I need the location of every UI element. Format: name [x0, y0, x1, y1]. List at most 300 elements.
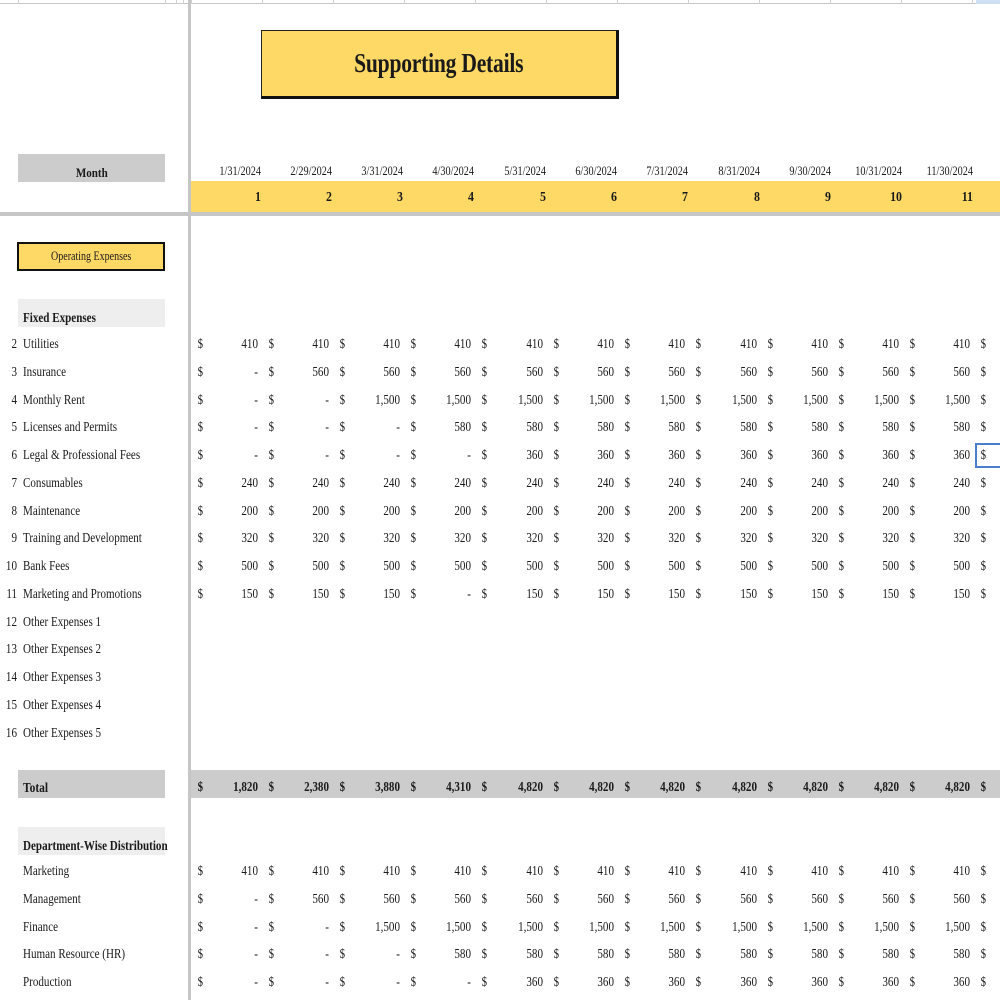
value-cell[interactable]: 240 — [454, 474, 471, 490]
expense-label[interactable]: Utilities — [23, 336, 59, 351]
value-cell[interactable]: 560 — [953, 363, 970, 379]
value-cell[interactable]: - — [254, 447, 258, 462]
currency-symbol: $ — [268, 779, 275, 794]
value-cell[interactable]: 4,820 — [660, 779, 685, 794]
currency-symbol: $ — [481, 447, 488, 462]
value-cell[interactable]: 1,500 — [518, 918, 543, 934]
value-cell[interactable]: 320 — [953, 530, 970, 546]
value-cell[interactable]: 4,820 — [732, 779, 757, 794]
currency-symbol: $ — [481, 558, 488, 573]
currency-symbol: $ — [767, 391, 774, 407]
value-cell[interactable]: 360 — [526, 974, 543, 989]
value-cell[interactable]: 500 — [597, 558, 614, 573]
value-cell[interactable]: 580 — [811, 946, 828, 962]
value-cell[interactable]: 320 — [454, 530, 471, 546]
currency-symbol: $ — [410, 558, 417, 573]
value-cell[interactable]: 500 — [953, 558, 970, 573]
row-number: 8 — [11, 502, 17, 518]
row-number: 4 — [11, 391, 17, 407]
value-cell[interactable]: 2,380 — [304, 779, 329, 794]
currency-symbol: $ — [909, 974, 916, 989]
value-cell[interactable]: 580 — [668, 946, 685, 962]
value-cell[interactable]: - — [325, 918, 329, 934]
value-cell[interactable]: 410 — [597, 863, 614, 878]
value-cell[interactable]: 240 — [811, 474, 828, 490]
value-cell[interactable]: 200 — [597, 502, 614, 518]
value-cell[interactable]: 1,500 — [732, 391, 757, 407]
value-cell[interactable]: 360 — [668, 447, 685, 462]
expense-label[interactable]: Insurance — [23, 363, 67, 379]
value-cell[interactable]: 320 — [882, 530, 899, 546]
expense-label[interactable]: Other Expenses 5 — [23, 724, 102, 740]
value-cell[interactable]: 320 — [312, 530, 329, 546]
currency-symbol: $ — [624, 530, 631, 546]
frozen-pane-divider-horizontal — [0, 212, 1000, 216]
row-number: 13 — [5, 641, 17, 657]
value-cell[interactable]: 360 — [740, 974, 757, 989]
value-cell[interactable]: 1,820 — [233, 779, 258, 794]
value-cell[interactable]: 410 — [241, 336, 258, 351]
period-date[interactable]: 7/31/2024 — [646, 164, 688, 178]
expense-label[interactable]: Other Expenses 2 — [23, 641, 102, 657]
period-date[interactable]: 1/31/2024 — [219, 164, 261, 178]
value-cell[interactable]: 1,500 — [660, 391, 685, 407]
value-cell[interactable]: 360 — [526, 447, 543, 462]
period-date[interactable]: 4/30/2024 — [432, 164, 474, 178]
value-cell[interactable]: 1,500 — [732, 918, 757, 934]
value-cell[interactable]: 1,500 — [874, 918, 899, 934]
value-cell[interactable]: 200 — [241, 502, 258, 518]
value-cell[interactable]: - — [325, 447, 329, 462]
value-cell[interactable]: 560 — [597, 363, 614, 379]
value-cell[interactable]: - — [467, 585, 471, 601]
currency-symbol: $ — [410, 502, 417, 518]
value-cell[interactable]: 360 — [597, 447, 614, 462]
currency-symbol: $ — [553, 474, 560, 490]
value-cell[interactable]: 360 — [953, 447, 970, 462]
value-cell[interactable]: 4,820 — [945, 779, 970, 794]
value-cell[interactable]: 240 — [668, 474, 685, 490]
value-cell[interactable]: - — [396, 419, 400, 435]
row-number: 9 — [11, 530, 17, 546]
value-cell[interactable]: - — [396, 447, 400, 462]
value-cell[interactable]: 410 — [882, 336, 899, 351]
value-cell[interactable]: 240 — [597, 474, 614, 490]
value-cell[interactable]: 560 — [597, 890, 614, 906]
period-index[interactable]: 9 — [825, 190, 831, 205]
expense-label[interactable]: Other Expenses 1 — [23, 613, 102, 629]
value-cell[interactable]: 360 — [811, 974, 828, 989]
value-cell[interactable]: 240 — [312, 474, 329, 490]
month-label-cell[interactable] — [18, 154, 165, 182]
value-cell[interactable]: 4,820 — [518, 779, 543, 794]
currency-symbol: $ — [624, 336, 631, 351]
currency-symbol: $ — [481, 391, 488, 407]
currency-symbol: $ — [980, 585, 987, 601]
value-cell[interactable]: 410 — [241, 863, 258, 878]
department-label[interactable]: Marketing — [23, 863, 70, 878]
value-cell[interactable]: - — [396, 946, 400, 962]
value-cell[interactable]: 1,500 — [589, 918, 614, 934]
period-date[interactable]: 9/30/2024 — [789, 164, 831, 178]
period-date[interactable]: 11/30/2024 — [926, 164, 973, 178]
currency-symbol: $ — [410, 890, 417, 906]
value-cell[interactable]: 410 — [454, 863, 471, 878]
currency-symbol: $ — [268, 974, 275, 989]
expense-label[interactable]: Maintenance — [23, 502, 81, 518]
value-cell[interactable]: 410 — [383, 336, 400, 351]
value-cell[interactable]: 580 — [526, 946, 543, 962]
currency-symbol: $ — [838, 419, 845, 435]
value-cell[interactable]: 1,500 — [589, 391, 614, 407]
column-gridline — [18, 0, 19, 4]
value-cell[interactable]: 1,500 — [375, 918, 400, 934]
period-index[interactable]: 5 — [540, 190, 546, 205]
value-cell[interactable]: - — [254, 363, 258, 379]
value-cell[interactable]: 240 — [882, 474, 899, 490]
currency-symbol: $ — [197, 336, 204, 351]
currency-symbol: $ — [268, 918, 275, 934]
currency-symbol: $ — [553, 946, 560, 962]
value-cell[interactable]: 410 — [312, 863, 329, 878]
period-index[interactable]: 4 — [468, 190, 474, 205]
currency-symbol: $ — [909, 502, 916, 518]
currency-symbol: $ — [980, 474, 987, 490]
value-cell[interactable]: 560 — [668, 890, 685, 906]
value-cell[interactable]: 410 — [454, 336, 471, 351]
value-cell[interactable]: 410 — [882, 863, 899, 878]
expense-label[interactable]: Training and Development — [23, 530, 142, 546]
value-cell[interactable]: 320 — [383, 530, 400, 546]
selected-column-header[interactable] — [976, 0, 1000, 4]
currency-symbol: $ — [268, 502, 275, 518]
expense-label[interactable]: Consumables — [23, 474, 83, 490]
value-cell[interactable]: 360 — [740, 447, 757, 462]
value-cell[interactable]: 560 — [882, 890, 899, 906]
currency-symbol: $ — [339, 502, 346, 518]
value-cell[interactable]: 150 — [526, 585, 543, 601]
currency-symbol: $ — [909, 863, 916, 878]
value-cell[interactable]: 1,500 — [874, 391, 899, 407]
value-cell[interactable]: 560 — [312, 363, 329, 379]
fixed-expenses-heading[interactable] — [18, 299, 165, 327]
value-cell[interactable]: 150 — [740, 585, 757, 601]
currency-symbol: $ — [980, 363, 987, 379]
column-gridline — [262, 0, 263, 4]
value-cell[interactable]: 410 — [953, 863, 970, 878]
value-cell[interactable]: 360 — [668, 974, 685, 989]
value-cell[interactable]: 500 — [454, 558, 471, 573]
currency-symbol: $ — [838, 530, 845, 546]
value-cell[interactable]: 360 — [882, 974, 899, 989]
value-cell[interactable]: - — [325, 946, 329, 962]
value-cell[interactable]: - — [254, 391, 258, 407]
value-cell[interactable]: 580 — [454, 419, 471, 435]
period-index[interactable]: 8 — [754, 190, 760, 205]
currency-symbol: $ — [624, 974, 631, 989]
period-date[interactable]: 10/31/2024 — [855, 164, 902, 178]
value-cell[interactable]: 580 — [882, 946, 899, 962]
currency-symbol: $ — [553, 391, 560, 407]
value-cell[interactable]: 320 — [740, 530, 757, 546]
value-cell[interactable]: 1,500 — [660, 918, 685, 934]
currency-symbol: $ — [838, 474, 845, 490]
currency-symbol: $ — [838, 585, 845, 601]
value-cell[interactable]: 560 — [312, 890, 329, 906]
value-cell[interactable]: 560 — [811, 363, 828, 379]
value-cell[interactable]: - — [254, 918, 258, 934]
value-cell[interactable]: - — [325, 391, 329, 407]
expense-label[interactable]: Marketing and Promotions — [23, 585, 142, 601]
value-cell[interactable]: 200 — [882, 502, 899, 518]
column-gridline — [475, 0, 476, 4]
value-cell[interactable]: 360 — [811, 447, 828, 462]
value-cell[interactable]: 410 — [526, 863, 543, 878]
value-cell[interactable]: 560 — [953, 890, 970, 906]
value-cell[interactable]: 580 — [597, 419, 614, 435]
currency-symbol: $ — [980, 558, 987, 573]
currency-symbol: $ — [767, 946, 774, 962]
value-cell[interactable]: 1,500 — [518, 391, 543, 407]
value-cell[interactable]: 320 — [668, 530, 685, 546]
value-cell[interactable]: 200 — [668, 502, 685, 518]
value-cell[interactable]: 240 — [740, 474, 757, 490]
value-cell[interactable]: 500 — [526, 558, 543, 573]
period-date[interactable]: 5/31/2024 — [504, 164, 546, 178]
currency-symbol: $ — [695, 974, 702, 989]
value-cell[interactable]: 560 — [740, 363, 757, 379]
currency-symbol: $ — [624, 474, 631, 490]
value-cell[interactable]: 410 — [597, 336, 614, 351]
value-cell[interactable]: 240 — [526, 474, 543, 490]
expense-label[interactable]: Other Expenses 3 — [23, 669, 102, 684]
value-cell[interactable]: 200 — [953, 502, 970, 518]
value-cell[interactable]: - — [467, 447, 471, 462]
value-cell[interactable]: 1,500 — [803, 918, 828, 934]
value-cell[interactable]: 560 — [383, 890, 400, 906]
currency-symbol: $ — [410, 391, 417, 407]
currency-symbol: $ — [838, 363, 845, 379]
value-cell[interactable]: - — [254, 890, 258, 906]
currency-symbol: $ — [980, 974, 987, 989]
value-cell[interactable]: 500 — [312, 558, 329, 573]
currency-symbol: $ — [268, 447, 275, 462]
currency-symbol: $ — [980, 336, 987, 351]
value-cell[interactable]: 200 — [454, 502, 471, 518]
currency-symbol: $ — [339, 363, 346, 379]
department-label[interactable]: Finance — [23, 918, 59, 934]
value-cell[interactable]: 1,500 — [375, 391, 400, 407]
value-cell[interactable]: 580 — [882, 419, 899, 435]
currency-symbol: $ — [339, 779, 346, 794]
value-cell[interactable]: 500 — [668, 558, 685, 573]
period-index[interactable]: 2 — [326, 190, 332, 205]
value-cell[interactable]: 410 — [811, 336, 828, 351]
department-label[interactable]: Management — [23, 890, 81, 906]
value-cell[interactable]: 150 — [882, 585, 899, 601]
value-cell[interactable]: 150 — [953, 585, 970, 601]
currency-symbol: $ — [980, 779, 987, 794]
value-cell[interactable]: 580 — [953, 946, 970, 962]
period-index[interactable]: 11 — [961, 190, 973, 205]
value-cell[interactable]: 500 — [882, 558, 899, 573]
value-cell[interactable]: 1,500 — [446, 391, 471, 407]
row-number: 3 — [11, 363, 17, 379]
currency-symbol: $ — [767, 974, 774, 989]
value-cell[interactable]: 360 — [953, 974, 970, 989]
currency-symbol: $ — [695, 558, 702, 573]
period-index[interactable]: 7 — [682, 190, 688, 205]
value-cell[interactable]: 560 — [882, 363, 899, 379]
expense-label[interactable]: Bank Fees — [23, 558, 70, 573]
value-cell[interactable]: 560 — [668, 363, 685, 379]
currency-symbol: $ — [624, 502, 631, 518]
value-cell[interactable]: 410 — [383, 863, 400, 878]
value-cell[interactable]: 150 — [811, 585, 828, 601]
value-cell[interactable]: 240 — [241, 474, 258, 490]
value-cell[interactable]: 580 — [454, 946, 471, 962]
period-date[interactable]: 6/30/2024 — [575, 164, 617, 178]
value-cell[interactable]: 150 — [597, 585, 614, 601]
value-cell[interactable]: 1,500 — [803, 391, 828, 407]
expense-label[interactable]: Other Expenses 4 — [23, 696, 102, 712]
value-cell[interactable]: 580 — [668, 419, 685, 435]
currency-symbol: $ — [197, 918, 204, 934]
currency-symbol: $ — [624, 946, 631, 962]
currency-symbol: $ — [838, 391, 845, 407]
value-cell[interactable]: 560 — [740, 890, 757, 906]
currency-symbol: $ — [838, 502, 845, 518]
value-cell[interactable]: 580 — [526, 419, 543, 435]
expense-label[interactable]: Legal & Professional Fees — [23, 447, 141, 462]
value-cell[interactable]: - — [467, 974, 471, 989]
value-cell[interactable]: 150 — [312, 585, 329, 601]
value-cell[interactable]: 560 — [526, 890, 543, 906]
currency-symbol: $ — [339, 391, 346, 407]
currency-symbol: $ — [695, 585, 702, 601]
value-cell[interactable]: 580 — [953, 419, 970, 435]
value-cell[interactable]: 1,500 — [945, 918, 970, 934]
currency-symbol: $ — [980, 946, 987, 962]
currency-symbol: $ — [838, 890, 845, 906]
value-cell[interactable]: 500 — [811, 558, 828, 573]
currency-symbol: $ — [410, 530, 417, 546]
value-cell[interactable]: 410 — [312, 336, 329, 351]
value-cell[interactable]: 200 — [811, 502, 828, 518]
total-label-cell[interactable] — [18, 770, 165, 798]
value-cell[interactable]: 410 — [953, 336, 970, 351]
column-gridline — [333, 0, 334, 4]
value-cell[interactable]: 4,310 — [446, 779, 471, 794]
value-cell[interactable]: 4,820 — [589, 779, 614, 794]
period-index[interactable]: 6 — [611, 190, 617, 205]
currency-symbol: $ — [767, 419, 774, 435]
value-cell[interactable]: 360 — [597, 974, 614, 989]
currency-symbol: $ — [197, 890, 204, 906]
value-cell[interactable]: 360 — [882, 447, 899, 462]
value-cell[interactable]: 410 — [668, 336, 685, 351]
value-cell[interactable]: 150 — [668, 585, 685, 601]
value-cell[interactable]: 560 — [811, 890, 828, 906]
value-cell[interactable]: 410 — [811, 863, 828, 878]
column-gridline — [830, 0, 831, 4]
value-cell[interactable]: 200 — [312, 502, 329, 518]
value-cell[interactable]: 200 — [740, 502, 757, 518]
currency-symbol: $ — [767, 918, 774, 934]
value-cell[interactable]: 4,820 — [803, 779, 828, 794]
value-cell[interactable]: 1,500 — [945, 391, 970, 407]
value-cell[interactable]: 320 — [526, 530, 543, 546]
value-cell[interactable]: 580 — [597, 946, 614, 962]
column-gridline — [901, 0, 902, 4]
period-index[interactable]: 1 — [255, 190, 261, 205]
value-cell[interactable]: 580 — [740, 946, 757, 962]
value-cell[interactable]: 560 — [454, 890, 471, 906]
value-cell[interactable]: - — [325, 974, 329, 989]
department-distribution-heading[interactable] — [18, 827, 168, 855]
period-date[interactable]: 8/31/2024 — [718, 164, 760, 178]
value-cell[interactable]: 560 — [526, 363, 543, 379]
value-cell[interactable]: 150 — [383, 585, 400, 601]
period-date[interactable]: 2/29/2024 — [290, 164, 332, 178]
row-number: 7 — [11, 474, 17, 490]
value-cell[interactable]: - — [396, 974, 400, 989]
value-cell[interactable]: - — [254, 974, 258, 989]
period-date[interactable]: 3/31/2024 — [361, 164, 403, 178]
department-label[interactable]: Production — [23, 974, 72, 989]
value-cell[interactable]: 580 — [811, 419, 828, 435]
value-cell[interactable]: 200 — [383, 502, 400, 518]
value-cell[interactable]: 500 — [241, 558, 258, 573]
value-cell[interactable]: 410 — [740, 863, 757, 878]
currency-symbol: $ — [909, 391, 916, 407]
currency-symbol: $ — [909, 336, 916, 351]
value-cell[interactable]: 240 — [953, 474, 970, 490]
currency-symbol: $ — [197, 863, 204, 878]
value-cell[interactable]: 580 — [740, 419, 757, 435]
expense-label[interactable]: Licenses and Permits — [23, 419, 118, 435]
expense-label[interactable]: Monthly Rent — [23, 391, 85, 407]
value-cell[interactable]: 320 — [811, 530, 828, 546]
value-cell[interactable]: 560 — [383, 363, 400, 379]
value-cell[interactable]: - — [325, 419, 329, 435]
value-cell[interactable]: 500 — [383, 558, 400, 573]
value-cell[interactable]: 320 — [597, 530, 614, 546]
department-label[interactable]: Human Resource (HR) — [23, 946, 126, 962]
value-cell[interactable]: 320 — [241, 530, 258, 546]
value-cell[interactable]: 410 — [740, 336, 757, 351]
value-cell[interactable]: 200 — [526, 502, 543, 518]
operating-expenses-badge[interactable] — [17, 242, 165, 271]
currency-symbol: $ — [410, 585, 417, 601]
value-cell[interactable]: - — [254, 946, 258, 962]
value-cell[interactable]: - — [254, 419, 258, 435]
period-index[interactable]: 10 — [890, 190, 902, 205]
period-index[interactable]: 3 — [397, 190, 403, 205]
value-cell[interactable]: 410 — [526, 336, 543, 351]
value-cell[interactable]: 240 — [383, 474, 400, 490]
currency-symbol: $ — [909, 585, 916, 601]
value-cell[interactable]: 500 — [740, 558, 757, 573]
row-number: 6 — [11, 447, 17, 462]
value-cell[interactable]: 410 — [668, 863, 685, 878]
value-cell[interactable]: 150 — [241, 585, 258, 601]
value-cell[interactable]: 1,500 — [446, 918, 471, 934]
value-cell[interactable]: 3,880 — [375, 779, 400, 794]
value-cell[interactable]: 4,820 — [874, 779, 899, 794]
selected-cell[interactable] — [975, 443, 1000, 468]
value-cell[interactable]: 560 — [454, 363, 471, 379]
